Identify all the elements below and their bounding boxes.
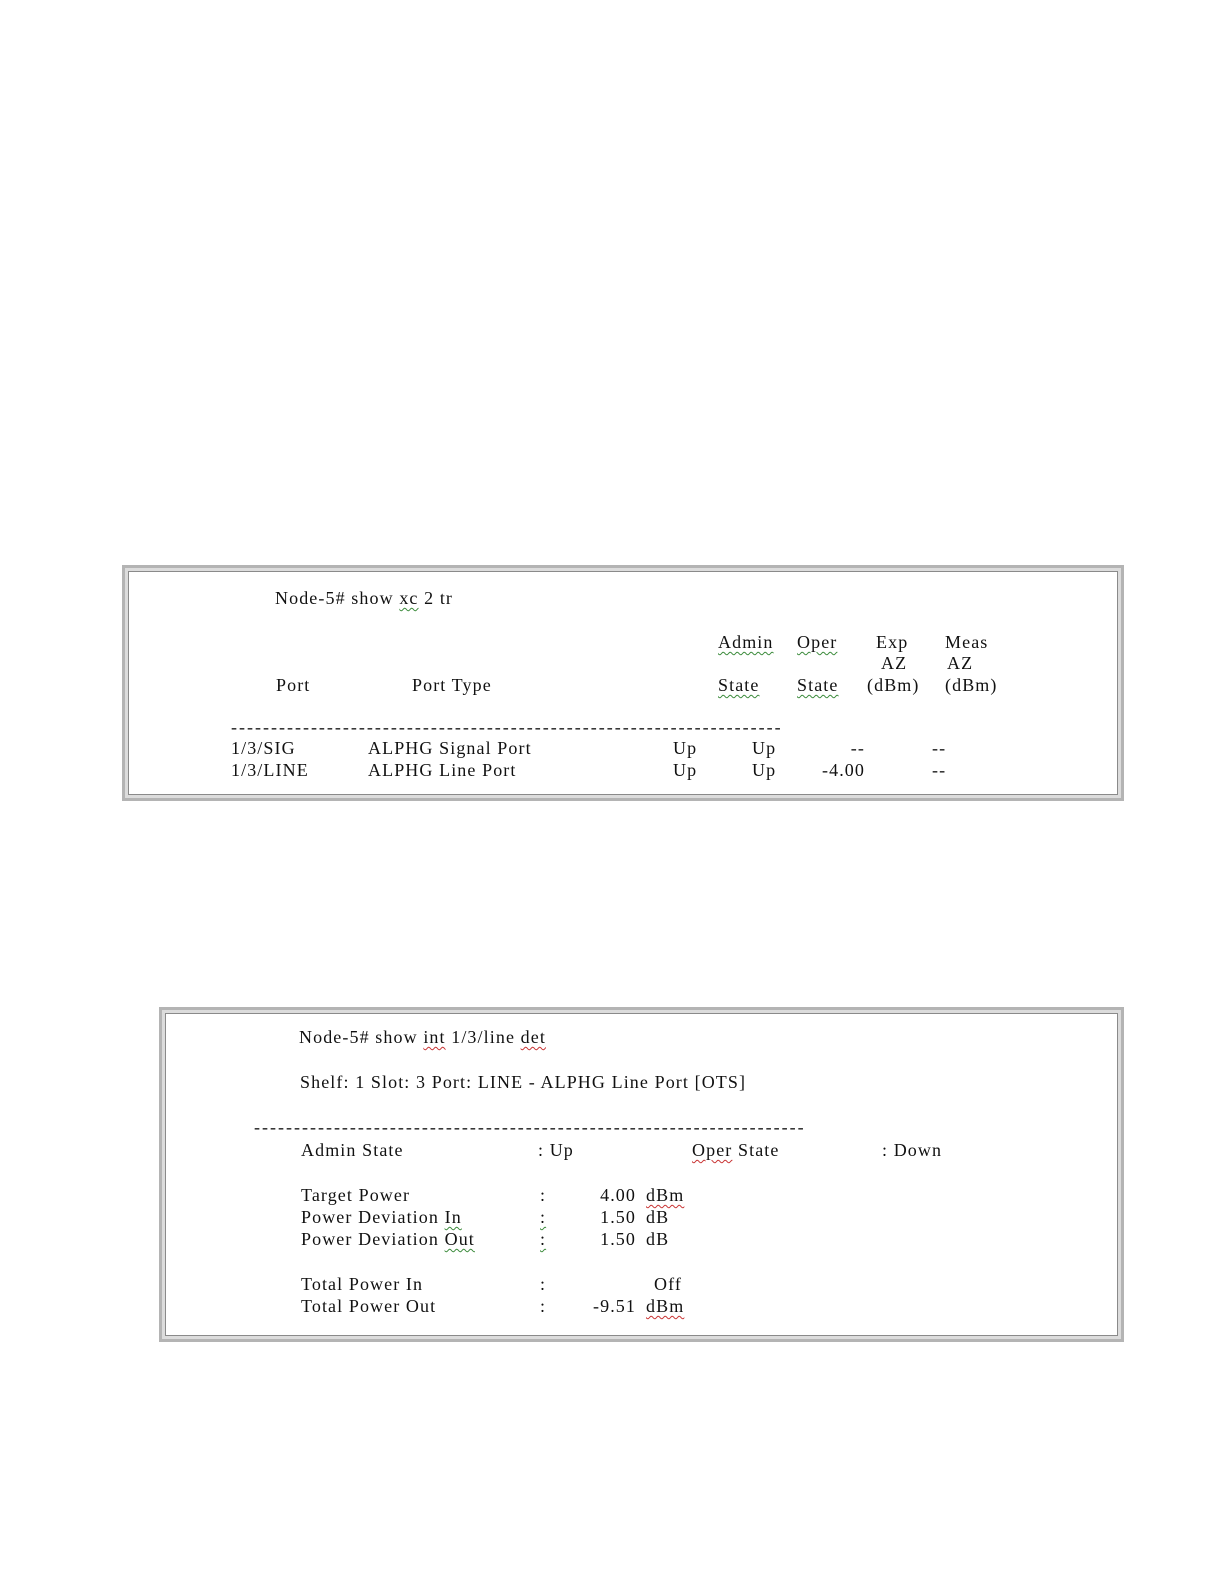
- header-oper: Oper: [797, 632, 838, 652]
- command-int: int: [423, 1027, 446, 1047]
- row1-exp: --: [850, 738, 865, 758]
- row2-admin: Up: [673, 760, 698, 780]
- power-deviation-in-colon: :: [540, 1207, 547, 1227]
- prompt-host: Node-5#: [275, 588, 346, 608]
- total-power-in-value: Off: [654, 1274, 682, 1294]
- power-deviation-in-label: Power Deviation In: [301, 1207, 462, 1227]
- command-show: show: [375, 1027, 418, 1047]
- total-power-in-label: Total Power In: [301, 1274, 424, 1294]
- power-deviation-out-colon: :: [540, 1229, 547, 1249]
- command-show: show: [351, 588, 394, 608]
- xc-divider: ---------------------------------------------------------------------: [231, 717, 783, 737]
- header-exp-unit: (dBm): [867, 675, 920, 695]
- header-port: Port: [276, 675, 311, 695]
- row2-port-type: ALPHG Line Port: [368, 760, 517, 780]
- total-power-in-colon: :: [540, 1274, 547, 1294]
- header-meas-unit: (dBm): [945, 675, 998, 695]
- command-path: 1/3/line: [451, 1027, 516, 1047]
- total-power-out-unit: dBm: [646, 1296, 685, 1316]
- total-power-out-label: Total Power Out: [301, 1296, 437, 1316]
- header-meas-az: AZ: [947, 653, 974, 673]
- header-exp: Exp: [876, 632, 909, 652]
- shelf-slot-port-line: Shelf: 1 Slot: 3 Port: LINE - ALPHG Line Port [OTS]: [300, 1072, 747, 1092]
- interface-detail-panel: [159, 1007, 1124, 1342]
- header-admin-state: State: [718, 675, 760, 695]
- int-divider: ---------------------------------------------------------------------: [254, 1117, 806, 1137]
- header-port-type: Port Type: [412, 675, 492, 695]
- target-power-colon: :: [540, 1185, 547, 1205]
- row1-meas: --: [932, 738, 947, 758]
- admin-state-label: Admin State: [301, 1140, 404, 1160]
- xc-output-panel: [122, 565, 1124, 801]
- command-xc: xc: [399, 588, 419, 608]
- prompt-host: Node-5#: [299, 1027, 370, 1047]
- header-oper-state: State: [797, 675, 839, 695]
- power-deviation-out-value: 1.50: [600, 1229, 636, 1249]
- target-power-unit: dBm: [646, 1185, 685, 1205]
- row2-port: 1/3/LINE: [231, 760, 309, 780]
- total-power-out-colon: :: [540, 1296, 547, 1316]
- row1-admin: Up: [673, 738, 698, 758]
- power-deviation-in-unit: dB: [646, 1207, 670, 1227]
- oper-state-label: Oper State: [692, 1140, 780, 1160]
- row1-oper: Up: [752, 738, 777, 758]
- command-args: 2 tr: [424, 588, 454, 608]
- row1-port-type: ALPHG Signal Port: [368, 738, 532, 758]
- target-power-value: 4.00: [600, 1185, 636, 1205]
- oper-state-value: : Down: [882, 1140, 943, 1160]
- header-admin: Admin: [718, 632, 774, 652]
- command-det: det: [520, 1027, 546, 1047]
- admin-state-value: : Up: [538, 1140, 574, 1160]
- header-exp-az: AZ: [881, 653, 908, 673]
- row1-port: 1/3/SIG: [231, 738, 296, 758]
- power-deviation-out-label: Power Deviation Out: [301, 1229, 475, 1249]
- row2-oper: Up: [752, 760, 777, 780]
- row2-exp: -4.00: [822, 760, 865, 780]
- header-meas: Meas: [945, 632, 989, 652]
- target-power-label: Target Power: [301, 1185, 411, 1205]
- power-deviation-out-unit: dB: [646, 1229, 670, 1249]
- int-command-line: [299, 1026, 546, 1048]
- total-power-out-value: -9.51: [593, 1296, 636, 1316]
- row2-meas: --: [932, 760, 947, 780]
- power-deviation-in-value: 1.50: [600, 1207, 636, 1227]
- xc-command-line: [275, 587, 453, 609]
